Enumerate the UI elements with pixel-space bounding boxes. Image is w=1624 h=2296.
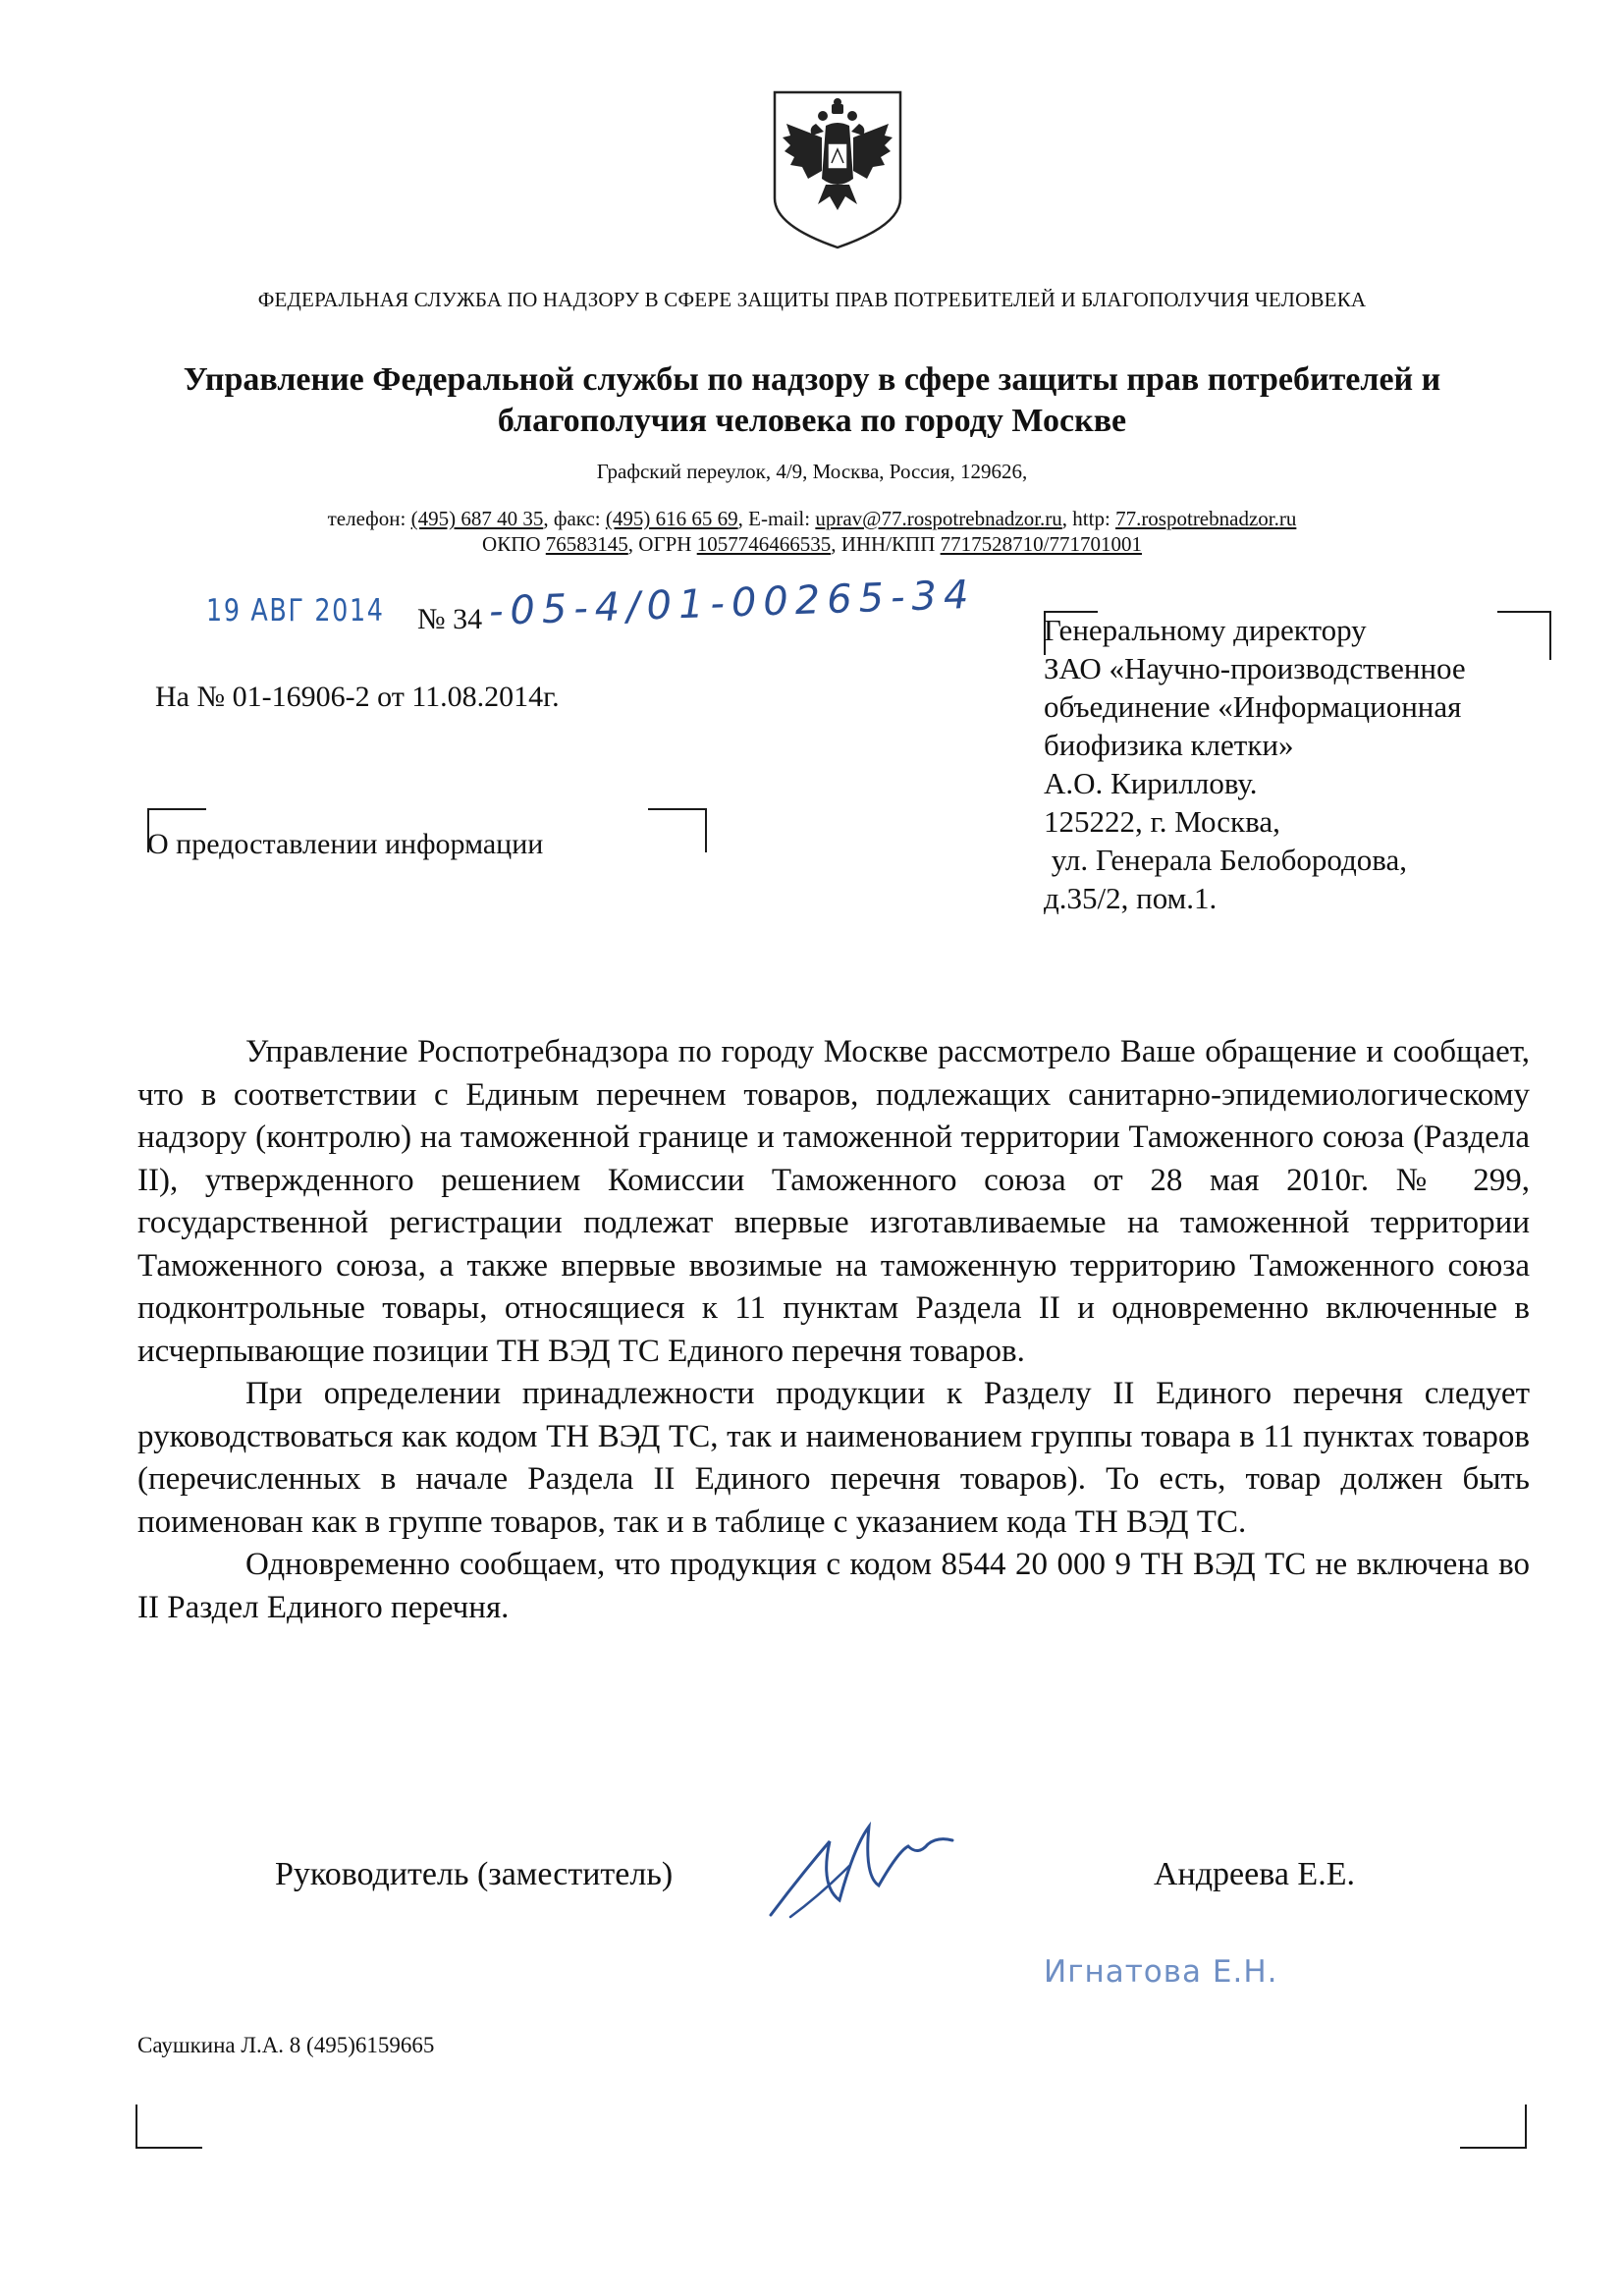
- recipient-line: биофизика клетки»: [1044, 728, 1294, 762]
- subject-bracket-top-left-h: [147, 808, 206, 810]
- fax-value: (495) 616 65 69: [605, 507, 738, 530]
- agency-name: ФЕДЕРАЛЬНАЯ СЛУЖБА ПО НАДЗОРУ В СФЕРЕ ЗАЩИТЫ ПРАВ ПОТРЕБИТЕЛЕЙ И БЛАГОПОЛУЧИЯ ЧЕЛОВЕКА: [257, 288, 1367, 311]
- bottom-left-corner-mark-v: [135, 2105, 137, 2149]
- body-paragraph-2: При определении принадлежности продукции к Разделу II Единого перечня следует руководствоваться как кодом ТН ВЭД ТС, так и наименованием группы товара в 11 пунктах товаров (перечисленных в начале Раздела II Единого перечня товаров). То есть, товар должен быть поименован как в группе товаров, так и в таблице с указанием кода ТН ВЭД ТС.: [137, 1376, 1530, 1540]
- recipient-line: Генеральному директору: [1044, 613, 1367, 647]
- ogrn-label: , ОГРН: [627, 532, 692, 556]
- http-label: , http:: [1061, 507, 1110, 530]
- letter-body: [137, 1031, 1530, 1629]
- okpo-value: 76583145: [545, 532, 628, 556]
- contacts-block: [177, 506, 1447, 557]
- department-address: Графский переулок, 4/9, Москва, Россия, 129626,: [596, 460, 1028, 483]
- recipient-line: объединение «Информационная: [1044, 689, 1462, 724]
- phone-label: телефон:: [327, 507, 406, 530]
- inn-label: , ИНН/КПП: [831, 532, 936, 556]
- document-number-label: № 34: [417, 603, 483, 635]
- recipient-line: д.35/2, пом.1.: [1044, 881, 1218, 915]
- department-title-line-2: благополучия человека по городу Москве: [497, 403, 1127, 439]
- name-stamp: Игнатова Е.Н.: [1044, 1954, 1278, 1990]
- email-label: , E-mail:: [737, 507, 811, 530]
- reference-line: На № 01-16906-2 от 11.08.2014г.: [155, 681, 560, 713]
- executor-contact: Саушкина Л.А. 8 (495)6159665: [137, 2033, 435, 2057]
- website-link[interactable]: 77.rospotrebnadzor.ru: [1115, 507, 1297, 530]
- contacts-line-1: [177, 506, 1447, 531]
- russian-eagle-emblem: [769, 88, 906, 250]
- signer-role: Руководитель (заместитель): [275, 1856, 674, 1892]
- registration-date-stamp: 19 АВГ 2014: [206, 593, 385, 629]
- document-number-handwritten: -05-4/01-00265-34: [488, 572, 977, 634]
- body-paragraph-1: Управление Роспотребнадзора по городу Москве рассмотрело Ваше обращение и сообщает, что в соответствии с Единым перечнем товаров, подлежащих санитарно-эпидемиологическому надзору (контролю) на таможенной границе и таможенной территории Таможенного союза (Раздела II), утвержденного решением Комиссии Таможенного союза от 28 мая 2010г. № 299, государственной регистрации подлежат впервые изготавливаемые на таможенной территории Таможенного союза, а также впервые ввозимые на таможенную территорию Таможенного союза подконтрольные товары, относящиеся к 11 пунктам Раздела II и одновременно включенные в исчерпывающие позиции ТН ВЭД ТС Единого перечня товаров.: [137, 1034, 1530, 1369]
- phone-value: (495) 687 40 35: [410, 507, 544, 530]
- signer-name: Андреева Е.Е.: [1154, 1856, 1355, 1892]
- body-paragraph-3: Одновременно сообщаем, что продукция с кодом 8544 20 000 9 ТН ВЭД ТС не включена во II Раздел Единого перечня.: [137, 1547, 1530, 1625]
- fax-label: , факс:: [543, 507, 601, 530]
- recipient-line: 125222, г. Москва,: [1044, 804, 1280, 839]
- recipient-line: ул. Генерала Белобородова,: [1044, 843, 1407, 877]
- inn-value: 7717528710/771701001: [940, 532, 1142, 556]
- subject-bracket-top-right-h: [648, 808, 707, 810]
- recipient-line: ЗАО «Научно-производственное: [1044, 651, 1466, 685]
- department-title-line-1: Управление Федеральной службы по надзору в сфере защиты прав потребителей и: [183, 361, 1441, 398]
- okpo-label: ОКПО: [482, 532, 541, 556]
- recipient-address-block: [1044, 611, 1554, 917]
- bottom-right-corner-mark-v: [1525, 2105, 1527, 2149]
- handwritten-signature: [761, 1807, 957, 1925]
- contacts-line-2: [177, 531, 1447, 557]
- letter-subject: О предоставлении информации: [147, 828, 544, 860]
- subject-bracket-top-right-v: [705, 808, 707, 852]
- bottom-right-corner-mark-h: [1460, 2147, 1527, 2149]
- department-title: [147, 359, 1477, 442]
- recipient-line: А.О. Кириллову.: [1044, 766, 1258, 800]
- ogrn-value: 1057746466535: [696, 532, 832, 556]
- email-link[interactable]: uprav@77.rospotrebnadzor.ru: [815, 507, 1062, 530]
- bottom-left-corner-mark-h: [135, 2147, 202, 2149]
